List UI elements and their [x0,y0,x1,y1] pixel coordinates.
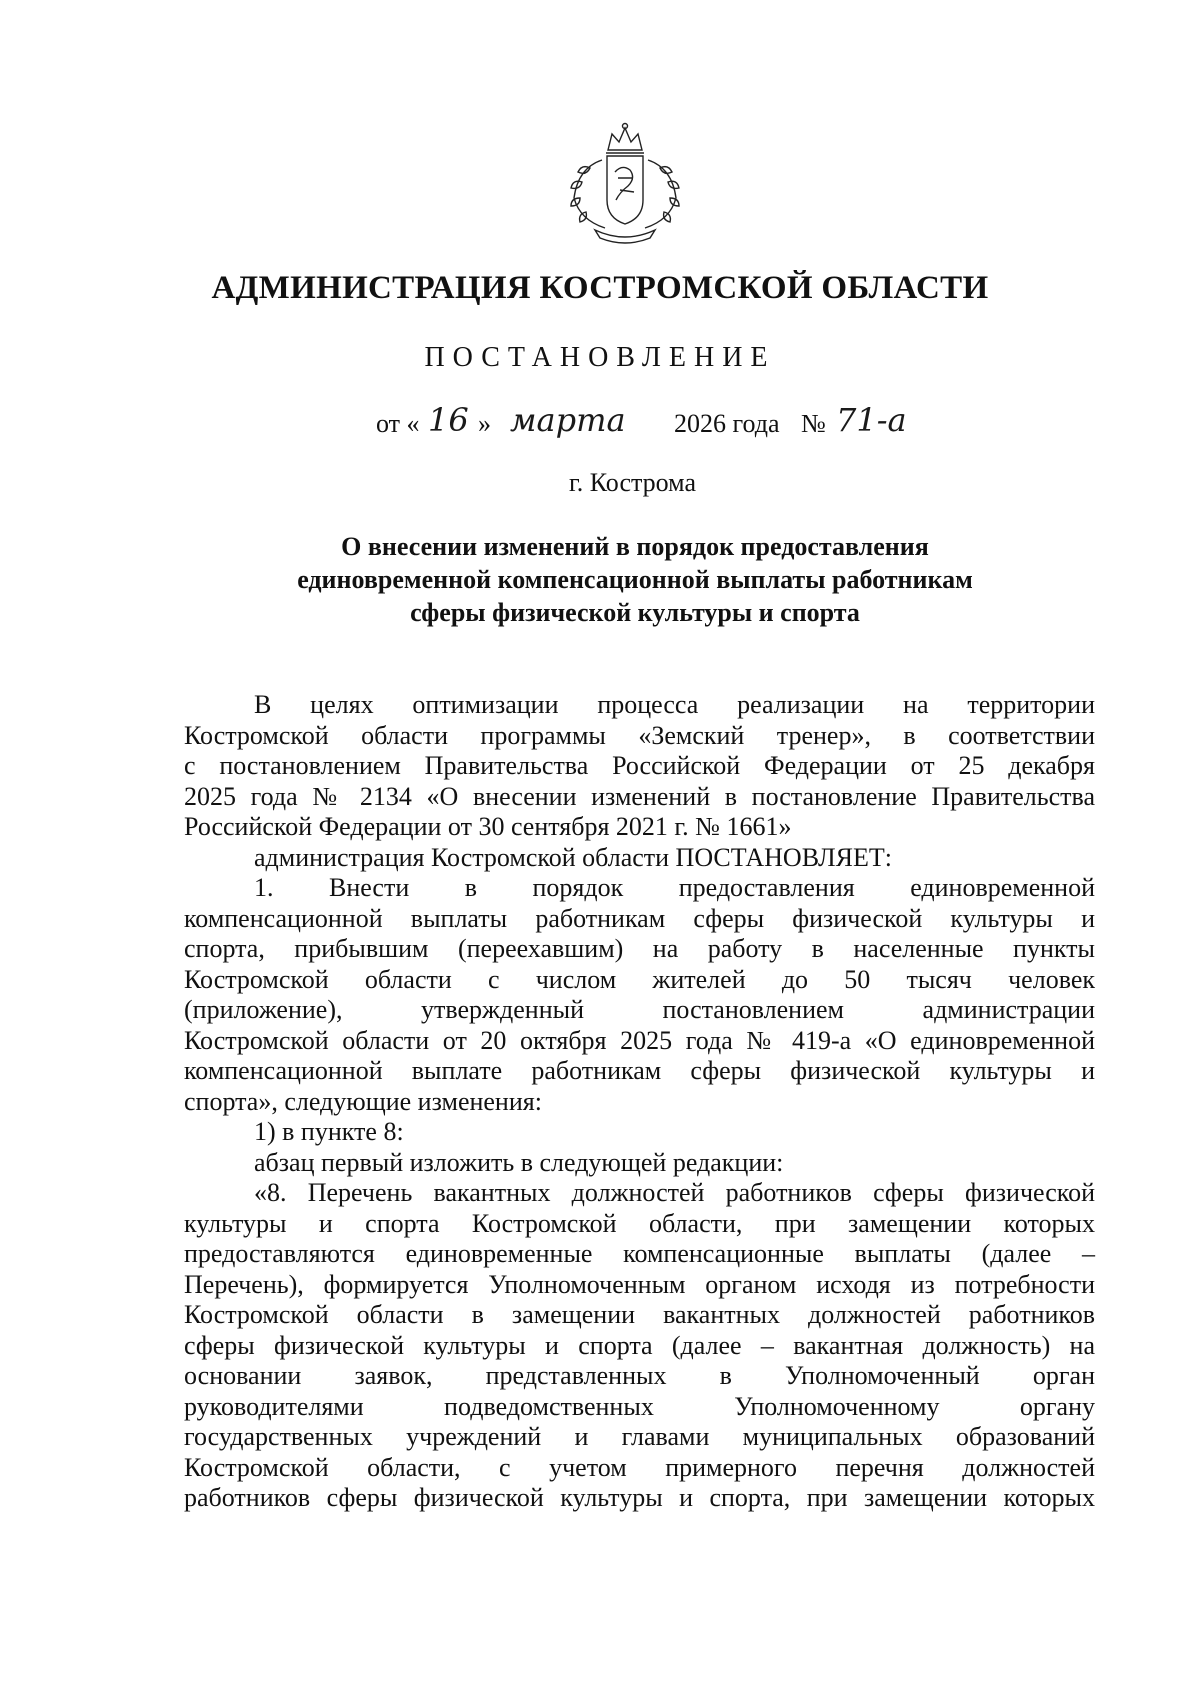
quote-line: Перечень), формируется Уполномоченным органом исходя из потребности [184,1269,1095,1299]
handwritten-day: 16 [428,401,469,439]
quote-line: Костромской области, с учетом примерного перечня должностей [184,1452,1095,1482]
quote-line: государственных учреждений и главами муниципальных образований [184,1422,1095,1451]
quote-line: «8. Перечень вакантных должностей работников сферы физической [254,1178,1095,1207]
body-line: компенсационной выплаты работникам сферы физической культуры и [184,903,1095,933]
resolves-line: администрация Костромской области ПОСТАНОВЛЯЕТ: [254,842,893,872]
subject-line: сферы физической культуры и спорта [410,598,860,627]
quote-line: основании заявок, представленных в Уполномоченный орган [184,1361,1095,1390]
body-line: Костромской области от 20 октября 2025 года № 419-а «О единовременной [184,1025,1095,1055]
subject-line: О внесении изменений в порядок предоставления [341,532,929,561]
body-line: Костромской области с числом жителей до 50 тысяч человек [184,964,1095,994]
abzac-line: абзац первый изложить в следующей редакции: [254,1147,784,1177]
date-number-line [376,401,1016,455]
date-prefix: от « [376,409,420,438]
quote-line: Костромской области в замещении вакантных должностей работников [184,1300,1095,1329]
body-line: (приложение), утвержденный постановлением администрации [184,995,1095,1024]
organization-title: АДМИНИСТРАЦИЯ КОСТРОМСКОЙ ОБЛАСТИ [211,270,989,306]
document-body [184,690,1095,1514]
handwritten-month: марта [510,401,626,439]
quote-line: руководителями подведомственных Уполномоченному органу [184,1391,1095,1421]
body-line: компенсационной выплате работникам сферы физической культуры и [184,1056,1095,1085]
body-line: В целях оптимизации процесса реализации на территории [254,690,1095,719]
quote-line: работников сферы физической культуры и спорта, при замещении которых [184,1483,1095,1512]
document-subject [200,530,1070,629]
handwritten-number: 71-а [836,401,907,439]
quote-line: предоставляются единовременные компенсационные выплаты (далее – [184,1239,1095,1268]
body-line: с постановлением Правительства Российской Федерации от 25 декабря [184,751,1095,780]
number-sign: № [801,409,826,438]
body-line: спорта», следующие изменения: [184,1086,542,1116]
body-line: Российской Федерации от 30 сентября 2021 г. № 1661» [184,812,792,841]
city-line: г. Кострома [569,468,696,497]
subitem-line: 1) в пункте 8: [254,1117,404,1146]
kostroma-coat-of-arms-icon [550,120,700,250]
date-year: 2026 года [674,409,780,438]
quote-line: культуры и спорта Костромской области, при замещении которых [184,1208,1095,1238]
body-line: 2025 года № 2134 «О внесении изменений в постановление Правительства [184,781,1095,811]
body-line: спорта, прибывшим (переехавшим) на работу в населенные пункты [184,934,1095,963]
body-line: Костромской области программы «Земский тренер», в соответствии [184,720,1095,750]
date-day-close: » [478,409,491,438]
document-type: ПОСТАНОВЛЕНИЕ [424,342,776,373]
quote-line: сферы физической культуры и спорта (далее – вакантная должность) на [184,1330,1095,1360]
subject-line: единовременной компенсационной выплаты работникам [297,565,973,594]
body-line: 1. Внести в порядок предоставления единовременной [254,873,1095,902]
